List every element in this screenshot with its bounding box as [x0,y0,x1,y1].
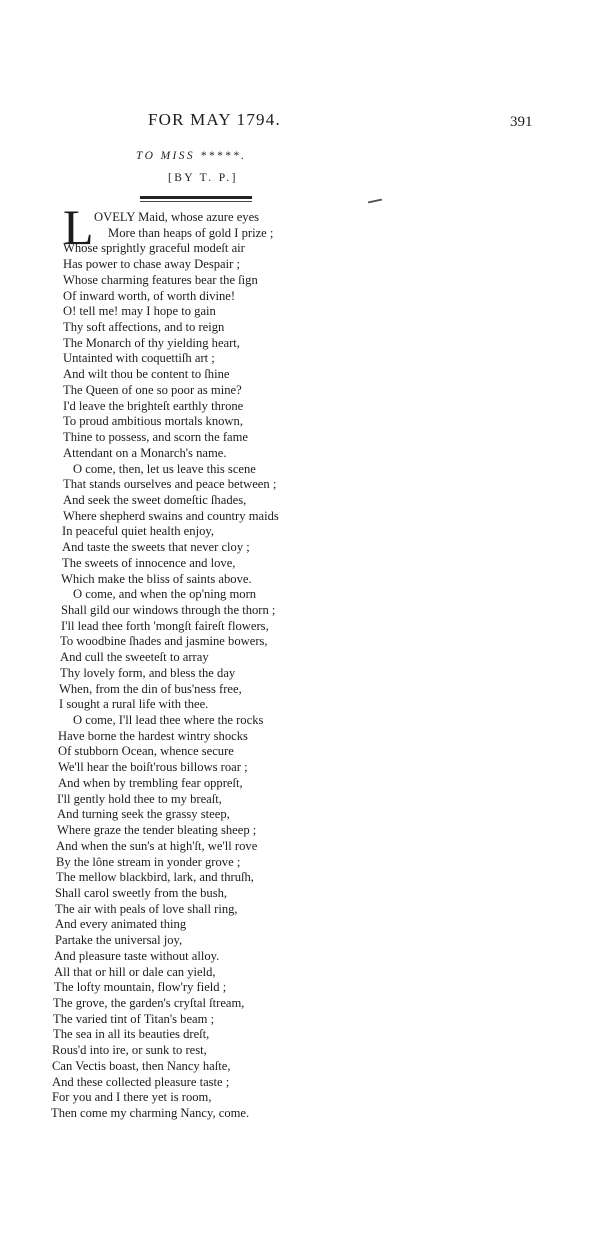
poem-line: Attendant on a Monarch's name. [63,446,227,460]
poem-line: I'll lead thee forth 'mongſt faireſt flowers, [61,619,269,633]
poem-line: I'd leave the brighteſt earthly throne [63,399,244,413]
poem-line: Shall gild our windows through the thorn ; [61,603,276,617]
poem-line: I'll gently hold thee to my breaſt, [57,792,222,806]
poem-line: O come, and when the op'ning morn [73,587,257,601]
poem-line: And when by trembling fear oppreſt, [58,776,243,790]
poem-line: The Queen of one so poor as mine? [63,383,242,397]
drop-cap: L [63,199,94,255]
poem-line: Of inward worth, of worth divine! [63,289,236,303]
poem-line: Partake the universal joy, [55,933,183,947]
poem-line: O come, I'll lead thee where the rocks [73,713,264,727]
poem-line: Can Vectis boast, then Nancy haſte, [52,1059,231,1073]
poem-line: And pleasure taste without alloy. [54,949,220,963]
poem-line: To proud ambitious mortals known, [63,414,243,428]
poem-line: Shall carol sweetly from the bush, [55,886,228,900]
poem-line: Then come my charming Nancy, come. [51,1106,250,1120]
poem-line: Whose charming features bear the ſign [63,273,258,287]
poem-line: Have borne the hardest wintry shocks [58,729,248,743]
poem-line: When, from the din of bus'ness free, [59,682,242,696]
poem-line: In peaceful quiet health enjoy, [62,524,214,538]
title-rule-thin [140,201,252,202]
poem-line: For you and I there yet is room, [52,1090,212,1104]
poem-line: The sweets of innocence and love, [62,556,236,570]
poem-line: And taste the sweets that never cloy ; [62,540,250,554]
poem-line: All that or hill or dale can yield, [54,965,216,979]
poem-line: The varied tint of Titan's beam ; [53,1012,215,1026]
poem-line: And every animated thing [55,917,187,931]
poem-line: The grove, the garden's cryſtal ſtream, [53,996,245,1010]
poem-line: O! tell me! may I hope to gain [63,304,216,318]
poem-line: Where shepherd swains and country maids [63,509,279,523]
poem-line: And cull the sweeteſt to array [60,650,209,664]
poem-line: That stands ourselves and peace between ; [63,477,277,491]
page-number: 391 [510,114,533,130]
poem-line: I sought a rural life with thee. [59,697,209,711]
poem-line: Whose sprightly graceful modeſt air [63,241,245,255]
poem-line: O come, then, let us leave this scene [73,462,256,476]
poem-line: The Monarch of thy yielding heart, [63,336,240,350]
poem-line: The air with peals of love shall ring, [55,902,238,916]
poem-line: Rous'd into ire, or sunk to rest, [52,1043,207,1057]
poem-byline: [BY T. P.] [168,172,238,184]
poem-line: More than heaps of gold I prize ; [108,226,274,240]
poem-line: And these collected pleasure taste ; [52,1075,230,1089]
poem-line: Where graze the tender bleating sheep ; [57,823,257,837]
poem-line: Thy soft affections, and to reign [63,320,225,334]
margin-mark [368,199,382,204]
poem-line: Which make the bliss of saints above. [61,572,252,586]
poem-line: The mellow blackbird, lark, and thruſh, [56,870,254,884]
poem-title: TO MISS *****. [136,150,247,162]
poem-line: Of stubborn Ocean, whence secure [58,744,234,758]
poem-line: Has power to chase away Despair ; [63,257,240,271]
poem-line: Thy lovely form, and bless the day [60,666,236,680]
poem-line: And when the sun's at high'ſt, we'll rove [56,839,258,853]
title-rule [140,196,252,199]
poem-line: To woodbine ſhades and jasmine bowers, [60,634,268,648]
poem-line: Thine to possess, and scorn the fame [63,430,249,444]
poem-line: And turning seek the grassy steep, [57,807,230,821]
poem-line: We'll hear the boiſt'rous billows roar ; [58,760,248,774]
poem-line: The lofty mountain, flow'ry field ; [54,980,227,994]
poem-line: And wilt thou be content to ſhine [63,367,230,381]
poem-line: And seek the sweet domeſtic ſhades, [63,493,247,507]
poem-line: Untainted with coquettiſh art ; [63,351,215,365]
poem-line: By the lône stream in yonder grove ; [56,855,241,869]
poem-line: The sea in all its beauties dreſt, [53,1027,210,1041]
running-title: FOR MAY 1794. [148,110,281,129]
running-head [0,110,590,134]
poem-line: OVELY Maid, whose azure eyes [94,210,260,224]
